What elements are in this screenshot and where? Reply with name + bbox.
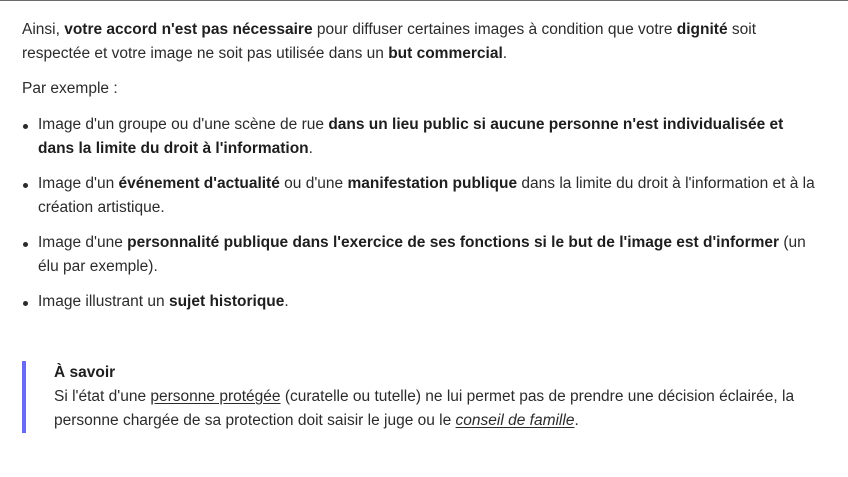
intro-text-1: Ainsi, [22,21,65,38]
example-list [22,113,822,314]
intro-paragraph [22,18,822,66]
intro-bold-dignity: dignité [676,21,728,38]
callout-title: À savoir [54,364,116,381]
list-item-bold: événement d'actualité [118,175,280,192]
list-item-text: . [308,140,313,157]
intro-bold-consent: votre accord n'est pas nécessaire [64,21,313,38]
intro-text-3: soit respectée et votre image ne soit pas utilisée dans un [22,21,757,62]
list-item [22,113,822,161]
list-item-text: Image d'un groupe ou d'une scène de rue [38,116,329,133]
list-item-text: (un élu par exemple). [38,234,806,275]
list-item-text: Image d'un [38,175,119,192]
list-item [22,231,822,279]
top-divider [0,0,848,1]
list-item-bold: dans un lieu public si aucune personne n'est individualisée et dans la limite du droit à l'information [38,116,784,157]
intro-text-2: pour diffuser certaines images à condition que votre [312,21,677,38]
list-item-text: ou d'une [279,175,348,192]
list-item-bold: sujet historique [168,293,285,310]
list-item [22,290,822,314]
list-item-text: . [284,293,289,310]
list-item [22,172,822,220]
callout-text-1: Si l'état d'une [54,388,151,405]
list-item-bold: manifestation publique [347,175,518,192]
callout-text-3: . [574,412,579,429]
list-item-text: Image d'une [38,234,128,251]
info-callout [22,361,844,433]
article-content [22,18,822,325]
intro-bold-commercial: but commercial [388,45,503,62]
callout-body [54,385,844,433]
callout-text-2: (curatelle ou tutelle) ne lui permet pas de prendre une décision éclairée, la personne chargée de sa protection doit saisir le juge ou le [54,388,795,429]
list-item-text: Image illustrant un [38,293,169,310]
example-lead: Par exemple : [22,80,118,97]
intro-text-4: . [502,45,508,62]
list-item-bold: personnalité publique dans l'exercice de ses fonctions si le but de l'image est d'informer [127,234,780,251]
personne-protegee-link[interactable]: personne protégée [150,388,281,405]
list-item-text: dans la limite du droit à l'information et à la création artistique. [38,175,815,216]
conseil-de-famille-link[interactable]: conseil de famille [455,412,575,429]
